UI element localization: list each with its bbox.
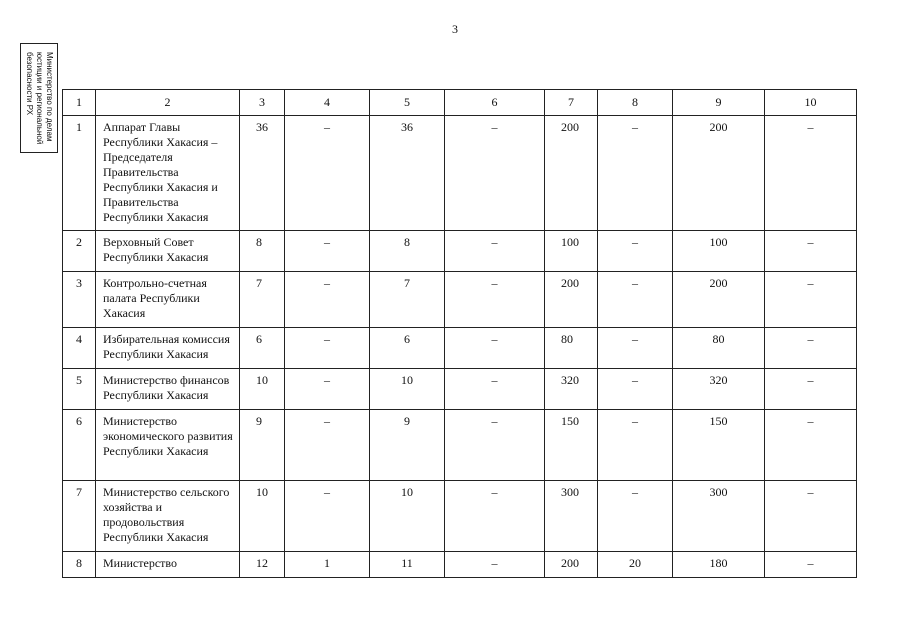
stamp-text: [24, 52, 54, 144]
table-row: [63, 116, 857, 231]
table-cell: –: [765, 231, 857, 272]
table-cell: –: [445, 552, 545, 578]
table-cell: –: [765, 481, 857, 552]
registration-stamp: [20, 43, 58, 153]
table-cell: Верховный Совет Республики Хакасия: [96, 231, 240, 272]
table-cell: 100: [673, 231, 765, 272]
table-cell: –: [765, 116, 857, 231]
table-cell: –: [765, 410, 857, 481]
table-cell: 7: [240, 272, 285, 328]
table-cell: –: [598, 272, 673, 328]
table-cell: 10: [370, 369, 445, 410]
header-cell: 10: [765, 90, 857, 116]
page-number: 3: [452, 22, 458, 36]
table-cell: 100: [545, 231, 598, 272]
table-cell: –: [285, 272, 370, 328]
table-cell: –: [598, 231, 673, 272]
table-cell: –: [285, 481, 370, 552]
header-cell: 4: [285, 90, 370, 116]
table-cell: –: [445, 328, 545, 369]
table-cell: 320: [673, 369, 765, 410]
table-cell: –: [445, 481, 545, 552]
table-cell: –: [445, 410, 545, 481]
table-cell: –: [285, 369, 370, 410]
table-cell: –: [598, 116, 673, 231]
table-cell: 36: [240, 116, 285, 231]
table-cell: 8: [240, 231, 285, 272]
table-cell: –: [445, 116, 545, 231]
table-cell: 180: [673, 552, 765, 578]
table-cell: 1: [63, 116, 96, 231]
header-cell: 7: [545, 90, 598, 116]
table-cell: 8: [63, 552, 96, 578]
table-cell: Избирательная комиссия Республики Хакасия: [96, 328, 240, 369]
table-cell: 2: [63, 231, 96, 272]
table-cell: 320: [545, 369, 598, 410]
stamp-line: безопасности РХ: [25, 51, 34, 115]
table-cell: –: [285, 231, 370, 272]
stamp-line: юстиции и региональной: [35, 51, 44, 145]
budget-table: [62, 89, 857, 578]
stamp-line: Министерство по делам: [45, 51, 54, 142]
table-cell: 200: [673, 272, 765, 328]
table-cell: 36: [370, 116, 445, 231]
table-cell: Министерство сельского хозяйства и продовольствия Республики Хакасия: [96, 481, 240, 552]
table-row: [63, 481, 857, 552]
table-cell: 300: [545, 481, 598, 552]
table-cell: –: [598, 481, 673, 552]
table-cell: 80: [545, 328, 598, 369]
table-cell: 10: [240, 369, 285, 410]
table-cell: 9: [240, 410, 285, 481]
table-cell: 10: [240, 481, 285, 552]
table-row: [63, 369, 857, 410]
table-cell: 6: [240, 328, 285, 369]
table-cell: –: [765, 369, 857, 410]
table-cell: 5: [63, 369, 96, 410]
table-cell: 7: [63, 481, 96, 552]
table-cell: 12: [240, 552, 285, 578]
table-cell: –: [445, 369, 545, 410]
table-cell: –: [285, 410, 370, 481]
table-cell: 9: [370, 410, 445, 481]
table-cell: Министерство экономического развития Республики Хакасия: [96, 410, 240, 481]
table-cell: –: [445, 272, 545, 328]
table-cell: –: [765, 328, 857, 369]
table-row: [63, 231, 857, 272]
table-cell: Контрольно-счетная палата Республики Хакасия: [96, 272, 240, 328]
table-cell: –: [598, 410, 673, 481]
table-cell: –: [285, 328, 370, 369]
table-cell: 10: [370, 481, 445, 552]
header-cell: 8: [598, 90, 673, 116]
table-cell: 200: [545, 272, 598, 328]
table-cell: 11: [370, 552, 445, 578]
header-cell: 1: [63, 90, 96, 116]
table-cell: 6: [63, 410, 96, 481]
table-cell: 7: [370, 272, 445, 328]
table-cell: –: [285, 116, 370, 231]
table-cell: –: [445, 231, 545, 272]
table-cell: 4: [63, 328, 96, 369]
table-cell: 300: [673, 481, 765, 552]
table-cell: 8: [370, 231, 445, 272]
table-cell: Министерство финансов Республики Хакасия: [96, 369, 240, 410]
table-cell: 1: [285, 552, 370, 578]
table-cell: –: [598, 369, 673, 410]
table-cell: –: [765, 272, 857, 328]
table-cell: Министерство: [96, 552, 240, 578]
table-cell: 200: [673, 116, 765, 231]
header-cell: 9: [673, 90, 765, 116]
header-cell: 5: [370, 90, 445, 116]
table-cell: 6: [370, 328, 445, 369]
table-cell: 3: [63, 272, 96, 328]
table-cell: 80: [673, 328, 765, 369]
header-cell: 3: [240, 90, 285, 116]
table-cell: 200: [545, 552, 598, 578]
table-cell: Аппарат Главы Республики Хакасия – Председателя Правительства Республики Хакасия и Правительства Республики Хакасия: [96, 116, 240, 231]
header-cell: 2: [96, 90, 240, 116]
table-cell: –: [598, 328, 673, 369]
table-row: [63, 328, 857, 369]
table-cell: –: [765, 552, 857, 578]
table-row: [63, 410, 857, 481]
table-row: [63, 552, 857, 578]
table-cell: 150: [673, 410, 765, 481]
table-cell: 20: [598, 552, 673, 578]
table-row: [63, 272, 857, 328]
header-cell: 6: [445, 90, 545, 116]
table-cell: 200: [545, 116, 598, 231]
table-cell: 150: [545, 410, 598, 481]
table-header-row: [63, 90, 857, 116]
